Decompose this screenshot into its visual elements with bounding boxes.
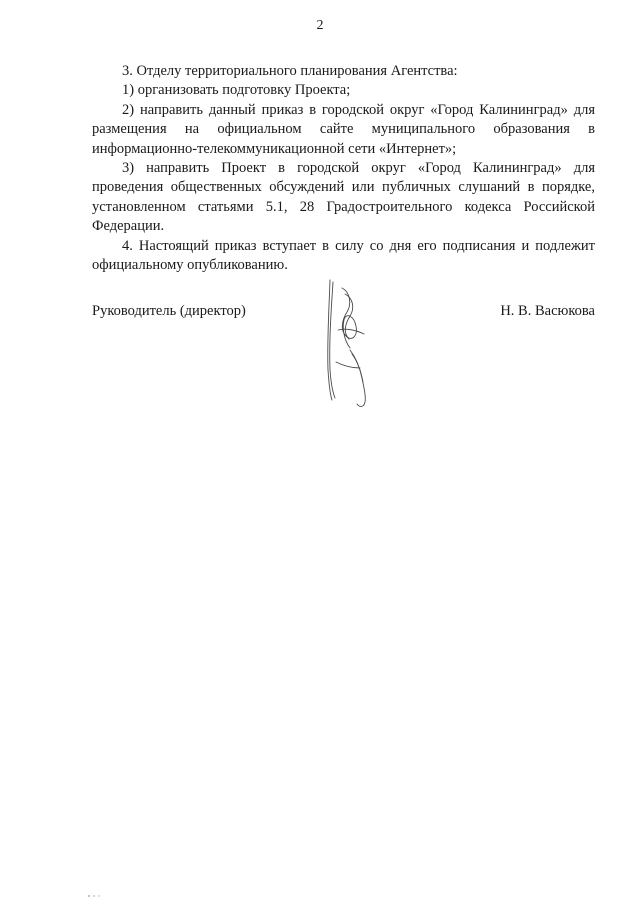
paragraph-subitem-1: 1) организовать подготовку Проекта;	[122, 82, 351, 99]
paragraph-item-4: 4. Настоящий приказ вступает в силу со дня его подписания и подлежит официальному опубликованию.	[92, 237, 595, 274]
document-body	[92, 62, 595, 275]
signer-name: Н. В. Васюкова	[500, 303, 595, 319]
paragraph-item-3: 3. Отделу территориального планирования Агентства:	[122, 63, 458, 79]
handwritten-signature	[300, 270, 390, 420]
paragraph-subitem-2: 2) направить данный приказ в городской округ «Город Калининград» для размещения на официальном сайте муниципального образования в информационно-телекоммуникационной сети «Интернет»;	[92, 101, 595, 157]
paragraph-subitem-3: 3) направить Проект в городской округ «Город Калининград» для проведения общественных обсуждений или публичных слушаний в порядке, установленном статьями 5.1, 28 Градостроительного кодекса Российской Федерации.	[92, 160, 595, 235]
signer-title: Руководитель (директор)	[92, 303, 246, 319]
page-number: 2	[316, 18, 324, 33]
scan-artifact	[86, 893, 102, 899]
